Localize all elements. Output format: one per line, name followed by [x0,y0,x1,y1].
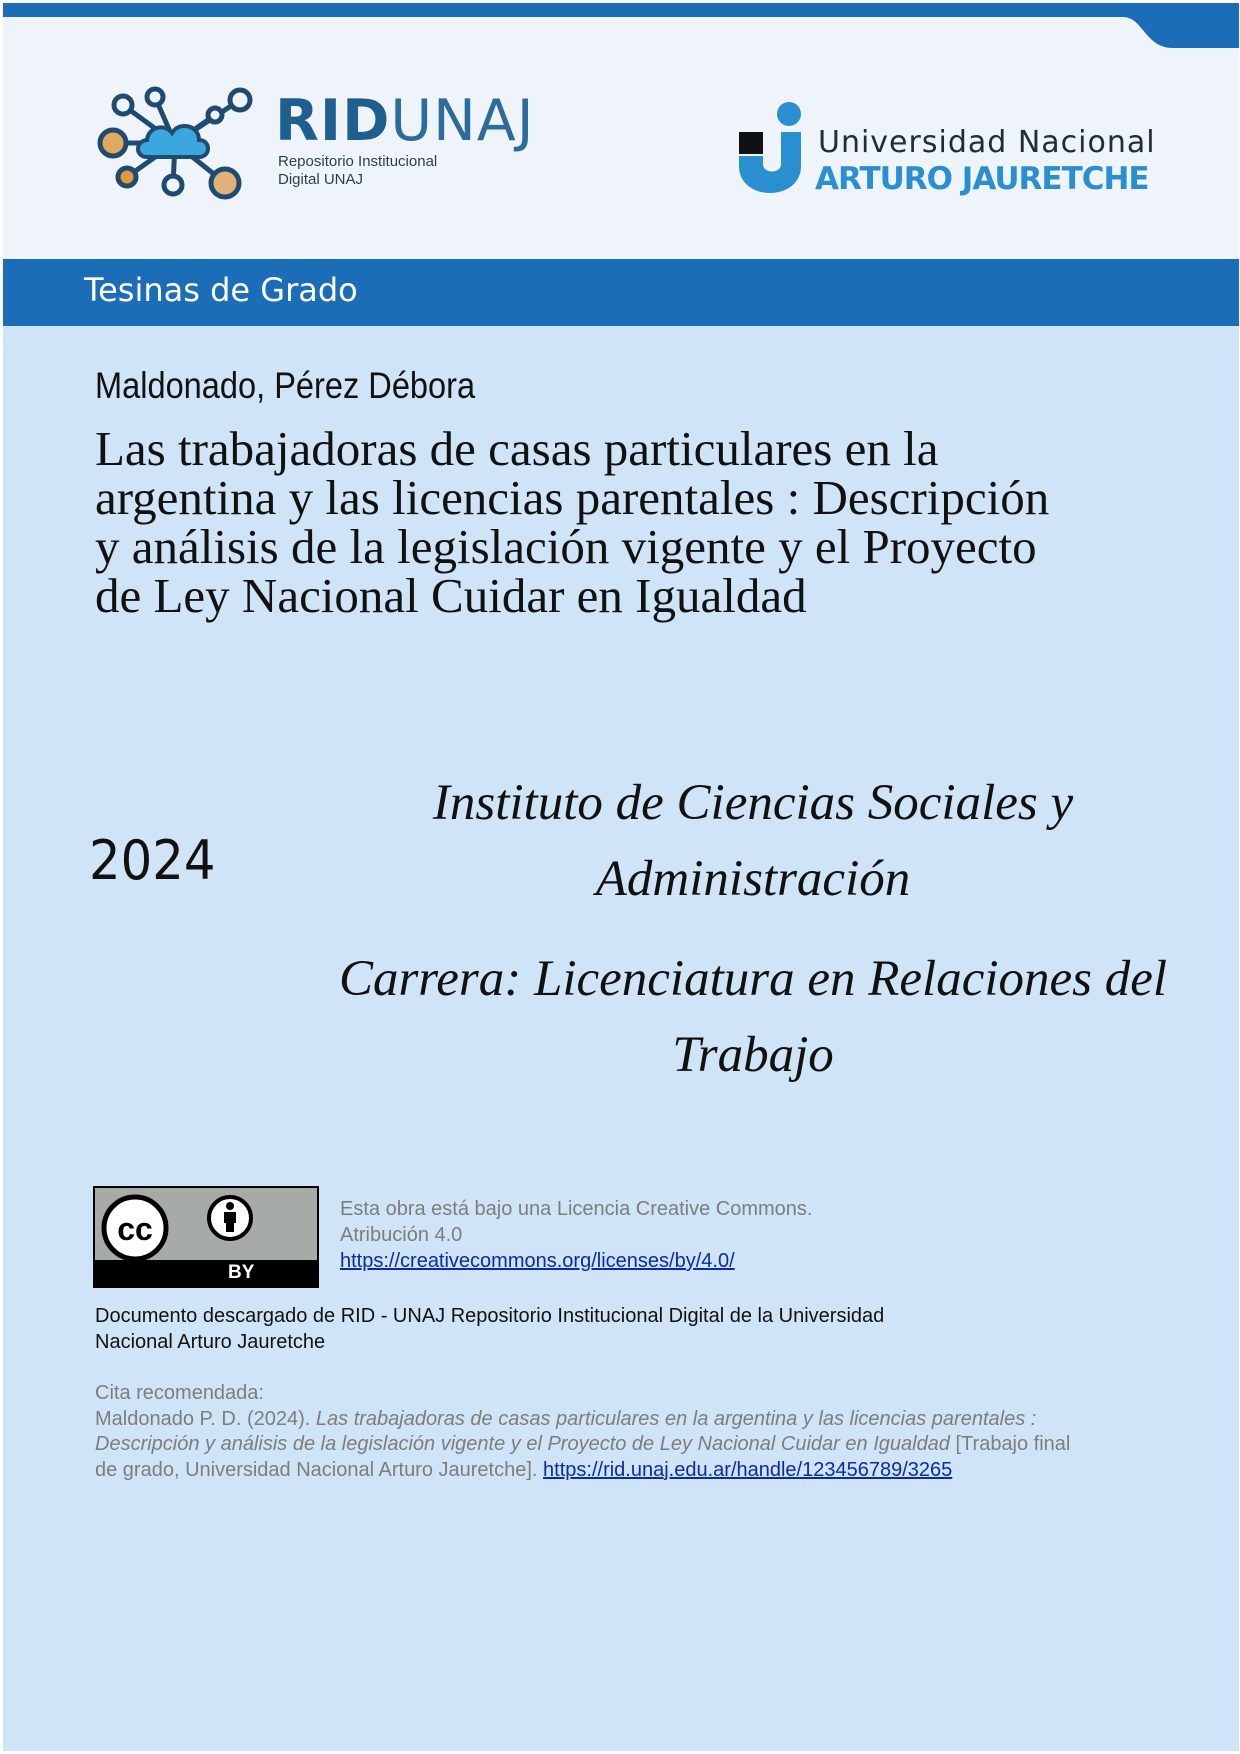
citation-author-year: Maldonado P. D. (2024). [95,1407,311,1430]
citation-title-part1: Las trabajadoras de casas particulares en la argentina y las licencias parentales : [315,1407,1037,1430]
ridunaj-subtitle-line2: Digital UNAJ [278,171,364,188]
title-line: y análisis de la legislación vigente y el Proyecto [95,519,1037,574]
document-title [95,421,1185,623]
ridunaj-wordmark-light: UNAJ [390,88,535,154]
title-line: Las trabajadoras de casas particulares en la [95,421,939,476]
download-note-line1: Documento descargado de RID - UNAJ Repositorio Institucional Digital de la Universidad [95,1305,885,1327]
license-link[interactable]: https://creativecommons.org/licenses/by/4.0/ [340,1250,735,1272]
license-text [340,1196,812,1274]
ridunaj-subtitle [278,153,437,189]
ridunaj-subtitle-line1: Repositorio Institucional [278,153,438,170]
cc-by-strip [95,1260,317,1286]
ridunaj-network-cloud-icon [95,85,255,203]
svg-text:cc: cc [117,1211,153,1247]
author-name: Maldonado, Pérez Débora [95,365,476,406]
license-line2: Atribución 4.0 [340,1224,463,1246]
citation-title-part2: Descripción y análisis de la legislación vigente y el Proyecto de Ley Nacional Cuidar en Igualdad [95,1433,950,1455]
publication-year: 2024 [89,829,216,892]
unaj-logo-icon [739,100,805,200]
license-line1: Esta obra está bajo una Licencia Creative Commons. [340,1198,813,1220]
career-line: Trabajo [672,1027,834,1083]
institute-name [393,765,1113,917]
header-corner-swoosh [1083,3,1239,51]
institute-line: Administración [595,851,911,907]
attribution-person-icon [205,1192,255,1248]
recommended-citation [95,1381,1145,1483]
cc-by-license-badge [93,1186,319,1288]
institute-line: Instituto de Ciencias Sociales y [432,775,1074,831]
citation-line1 [95,1407,1145,1433]
title-line: argentina y las licencias parentales : Descripción [95,470,1050,525]
header-top-stripe [3,3,1239,17]
citation-type-part2: de grado, Universidad Nacional Arturo Jauretche]. [95,1458,538,1481]
citation-heading: Cita recomendada: [95,1382,264,1404]
cc-icon [100,1190,170,1266]
series-label: Tesinas de Grado [84,271,358,309]
cc-by-label: BY [228,1262,255,1283]
career-name [333,941,1173,1093]
career-line: Carrera: Licenciatura en Relaciones del [338,951,1168,1007]
citation-type-part1: [Trabajo final [955,1433,1071,1455]
unaj-name-line1: Universidad Nacional [818,125,1156,160]
document-page [3,3,1239,1751]
citation-line3 [95,1458,1145,1484]
unaj-name-line2: ARTURO JAURETCHE [815,161,1149,197]
citation-handle-link[interactable]: https://rid.unaj.edu.ar/handle/123456789/3265 [543,1458,953,1481]
ridunaj-wordmark [275,88,535,154]
ridunaj-wordmark-bold: RID [275,88,391,154]
title-line: de Ley Nacional Cuidar en Igualdad [95,568,807,623]
citation-line2 [95,1432,1145,1458]
download-note [95,1303,995,1355]
download-note-line2: Nacional Arturo Jauretche [95,1331,326,1353]
